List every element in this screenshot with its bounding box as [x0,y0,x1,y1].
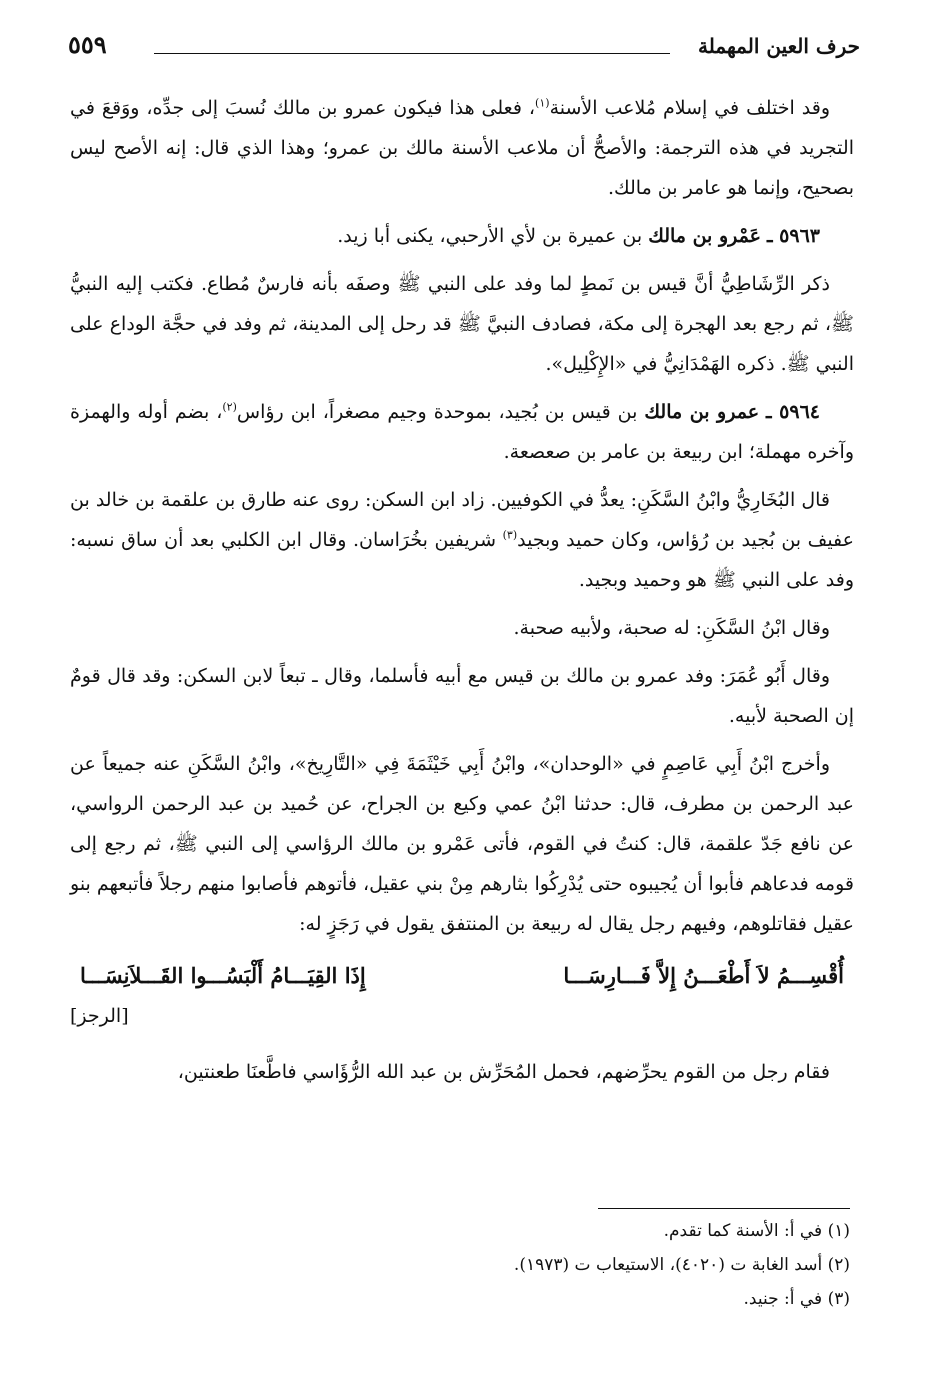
paragraph-text: شريفين بخُرَاسان. وقال ابن الكلبي بعد أن ساق نسبه: وفد على النبي ﷺ هو وحميد وبجيد. [70,529,854,591]
paragraph-text: ذكر الرِّشَاطِيُّ أنَّ قيس بن نَمطٍ لما وفد على النبي ﷺ وصفَه بأنه فارسٌ مُطاع. فكتب إليه النبيُّ ﷺ، ثم رجع بعد الهجرة إلى مكة، فصادف النبيَّ ﷺ قد رحل إلى المدينة، ثم وفد في حجَّة الوداع على النبي ﷺ. ذكره الهَمْدَانِيُّ في «الإِكْلِيل». [70,273,854,375]
page-header [62,28,860,68]
footnote-ref-3: (٣) [502,528,518,542]
entry-name: عَمْرو بن مالك [648,225,761,247]
paragraph-text: وقال أَبُو عُمَرَ: وفد عمرو بن مالك بن قيس مع أبيه فأسلما، وقال ـ تبعاً لابن السكن: وقد قال قومٌ إن الصحبة لأبيه. [70,665,854,727]
entry-5964 [70,392,854,472]
poetry-verse [80,956,844,996]
footnote: (١) في أ: الأسنة كما تقدم. [663,1221,850,1241]
footnote-ref-1: (١) [535,96,550,110]
verse-first-hemistich: أُقْسِـــمُ لاَ أَطْعَـــنُ إِلاَّ فَـــارِسَـــا [563,963,844,988]
running-title: حرف العين المهملة [698,34,860,58]
paragraph [70,608,854,648]
paragraph-text: بن قيس بن بُجيد، بموحدة وجيم مصغراً، ابن رؤاس [236,401,645,423]
paragraph [70,88,854,208]
paragraph-text: ، فعلى هذا فيكون عمرو بن مالك نُسبَ إلى جدِّه، ووَقعَ في التجريد في هذه الترجمة: والأصحُّ أن ملاعب الأسنة مالك بن عمرو؛ وهذا الذي قال: إنه الأصح ليس بصحيح، وإنما هو عامر بن مالك. [70,97,854,199]
verse-second-hemistich: إِذَا القِيَـــامُ أَلْبَسُـــوا القَـــلاَنِسَـــا [80,963,366,988]
entry-number: ٥٩٦٣ ـ [766,225,820,247]
paragraph [70,744,854,944]
entry-5963 [70,216,854,256]
footnote-rule [598,1208,850,1209]
paragraph-text: وقد اختلف في إسلام مُلاعب الأسنة [549,97,831,119]
paragraph-text: وأخرج ابْنُ أَبِي عَاصِمٍ في «الوحدان»، وابْنُ أَبِي خَيْثَمَةَ فِي «التَّارِيخ»، وابْنُ السَّكَنِ عنه جميعاً عن عبد الرحمن بن مطرف، قال: حدثنا ابْنُ عمي وكيع بن الجراح، عن حُميد بن عبد الرحمن الرواسي، عن نافع جَدّ علقمة، قال: كنتُ في القوم، فأتى عَمْرو بن مالك الرؤاسي إلى النبي ﷺ، ثم رجع إلى قومه فدعاهم فأبوا أن يُجيبوه حتى يُدْرِكُوا بثارهم مِنْ بني عقيل، فأتوهم فأصابوا منهم رجلاً فأتبعهم بنو عقيل فقاتلوهم، وفيهم رجل يقال له ربيعة بن المنتفق يقول في رَجَزٍ له: [70,753,854,935]
paragraph-text: وقال ابْنُ السَّكَنِ: له صحبة، ولأبيه صحبة. [513,617,830,639]
paragraph-text: بن عميرة بن لأي الأرحبي، يكنى أبا زيد. [337,225,649,247]
footnote-ref-2: (٢) [222,400,237,414]
paragraph-text: ، بضم أوله والهمزة وآخره مهملة؛ ابن ربيعة بن عامر بن صعصعة. [70,401,854,463]
paragraph-text: قال البُخَارِيُّ وابْنُ السَّكَنِ: يعدُّ في الكوفيين. زاد ابن السكن: روى عنه طارق بن علقمة بن خالد بن عفيف بن بُجيد بن رُؤاس، وكان حميد وبجيد [70,489,855,551]
entry-name: عمرو بن مالك [644,401,760,423]
footnotes [360,1214,850,1316]
paragraph [70,264,854,384]
footnote: (٢) أسد الغابة ت (٤٠٢٠)، الاستيعاب ت (١٩٧٣). [513,1255,850,1275]
footnote: (٣) في أ: جنيد. [743,1289,850,1309]
paragraph-text: فقام رجل من القوم يحرِّضهم، فحمل المُحَرِّش بن عبد الله الرُّؤَاسي فاطَّعنَا طعنتين، [177,1061,830,1083]
paragraph [70,1052,854,1092]
paragraph [70,656,854,736]
verse-meter: [الرجز] [70,1005,129,1027]
page-number: ٥٥٩ [68,30,107,59]
main-text [70,88,854,1100]
header-rule [154,53,670,54]
paragraph [70,480,854,600]
entry-number: ٥٩٦٤ ـ [766,401,820,423]
